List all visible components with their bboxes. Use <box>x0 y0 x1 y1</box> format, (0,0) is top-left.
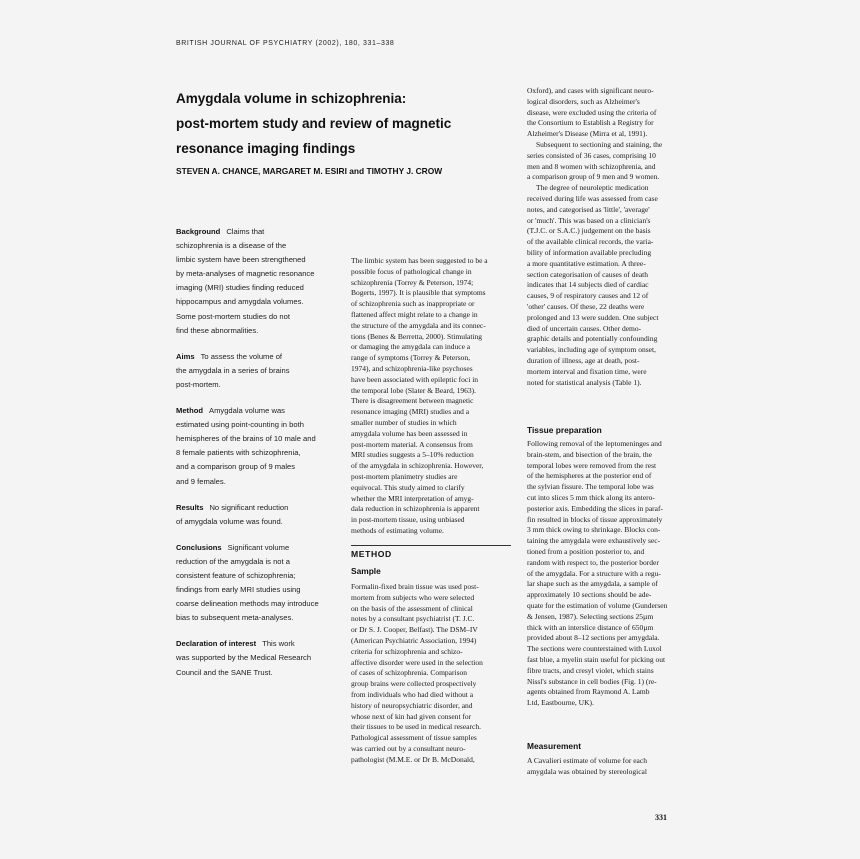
body-line: whether the MRI interpretation of amyg- <box>351 493 474 503</box>
abstract-aims <box>176 350 336 392</box>
body-line: died of uncertain causes. Other demo- <box>527 323 642 333</box>
abstract-line: and 9 females. <box>176 476 226 486</box>
abstract-line: find these abnormalities. <box>176 325 259 335</box>
body-line: equivocal. This study aimed to clarify <box>351 482 465 492</box>
method-heading: METHOD <box>351 549 392 559</box>
abstract-line: the amygdala in a series of brains <box>176 365 290 375</box>
body-line: A Cavalieri estimate of volume for each <box>527 756 647 765</box>
abstract-line: Some post-mortem studies do not <box>176 311 290 321</box>
body-line: was carried out by a consultant neuro- <box>351 743 466 753</box>
body-line: received during life was assessed from case <box>527 193 658 203</box>
abstract-heading: Declaration of interest <box>176 639 257 649</box>
body-line: smaller number of studies in which <box>351 417 457 427</box>
body-line: of cases of schizophrenia. Comparison <box>351 668 468 678</box>
body-line: & Jensen, 1987). Selecting sections 25µm <box>527 611 654 621</box>
article-title <box>176 86 506 161</box>
body-line: noted for statistical analysis (Table 1). <box>527 377 642 387</box>
body-line: the temporal lobe (Slater & Beard, 1963). <box>351 385 476 395</box>
body-line: flattened affect might relate to a change in <box>351 309 478 319</box>
abstract-conclusions <box>176 541 336 626</box>
body-line: Pathological assessment of tissue samples <box>351 733 477 743</box>
right-column-text <box>527 86 691 388</box>
abstract-line: of amygdala volume was found. <box>176 516 283 526</box>
body-line: 3 mm thick owing to shrinkage. Blocks con- <box>527 525 661 535</box>
body-line: causes, 9 of respiratory causes and 12 of <box>527 291 649 301</box>
body-line: the Consortium to Establish a Registry for <box>527 118 654 128</box>
body-line: resonance imaging (MRI) studies and a <box>351 407 470 417</box>
body-line: indicates that 14 subjects died of cardiac <box>527 280 649 290</box>
body-line: Formalin-fixed brain tissue was used post- <box>351 582 479 591</box>
body-line: 1974), and schizophrenia-like psychoses <box>351 363 473 373</box>
title-line: Amygdala volume in schizophrenia: <box>176 91 407 106</box>
body-line: The degree of neuroleptic medication <box>536 183 649 193</box>
body-line: post-mortem material. A consensus from <box>351 439 473 449</box>
body-line: disease, were excluded using the criteria of <box>527 107 657 117</box>
abstract-line: schizophrenia is a disease of the <box>176 241 287 251</box>
abstract-line: post-mortem. <box>176 379 221 389</box>
abstract-line: This work <box>262 639 295 649</box>
abstract-line: bias to subsequent meta-analyses. <box>176 613 294 623</box>
abstract-heading: Conclusions <box>176 542 222 552</box>
body-line: post-mortem planimetry studies are <box>351 471 458 481</box>
tissue-preparation-text <box>527 439 691 709</box>
body-line: possible focus of pathological change in <box>351 266 472 276</box>
abstract-line: hippocampus and amygdala volumes. <box>176 297 304 307</box>
body-line: Subsequent to sectioning and staining, the <box>536 139 663 149</box>
body-line: graphic details and potentially confounding <box>527 334 658 344</box>
body-line: of the hemispheres at the posterior end of <box>527 471 652 481</box>
abstract-line: estimated using point-counting in both <box>176 420 304 430</box>
section-rule <box>351 545 511 546</box>
body-line: range of symptoms (Torrey & Peterson, <box>351 353 471 363</box>
body-line: a more quantitative estimation. A three- <box>527 258 646 268</box>
abstract-line: limbic system have been strengthened <box>176 255 306 265</box>
body-line: Nissl's substance in cell bodies (Fig. 1) (re- <box>527 676 657 686</box>
body-line: duration of illness, age at death, post- <box>527 355 640 365</box>
body-line: tions (Benes & Berretta, 2000). Stimulating <box>351 331 483 341</box>
body-line: temporal lobes were removed from the rest <box>527 460 657 470</box>
body-line: or 'much'. This was based on a clinician's <box>527 215 651 225</box>
body-line: mortem interval and fixation time, were <box>527 366 647 376</box>
body-line: of the available clinical records, the varia- <box>527 237 654 247</box>
abstract-heading: Results <box>176 502 204 512</box>
body-line: 'other' causes. Of these, 22 deaths were <box>527 301 645 311</box>
body-line: pathologist (M.M.E. or Dr B. McDonald, <box>351 754 475 764</box>
body-line: Oxford), and cases with significant neuro- <box>527 86 654 95</box>
body-line: criteria for schizophrenia and schizo- <box>351 646 463 656</box>
title-line: resonance imaging findings <box>176 141 356 156</box>
body-line: or damaging the amygdala can induce a <box>351 342 471 352</box>
journal-header: BRITISH JOURNAL OF PSYCHIATRY (2002), 180, 331–338 <box>176 40 395 47</box>
body-line: The sections were counterstained with Luxol <box>527 644 662 654</box>
body-line: provided about 8–12 sections per amygdala. <box>527 633 660 643</box>
abstract-line: 8 female patients with schizophrenia, <box>176 448 301 458</box>
body-line: notes, and categorised as 'little', 'average' <box>527 204 650 214</box>
body-line: The limbic system has been suggested to be a <box>351 256 488 265</box>
body-line: lar shape such as the amygdala, a sample of <box>527 579 658 589</box>
body-line: in post-mortem tissue, using unbiased <box>351 515 465 525</box>
title-line: post-mortem study and review of magnetic <box>176 116 452 131</box>
body-line: taining the amygdala were exhaustively sec- <box>527 536 661 546</box>
body-line: fibre tracts, and cresyl violet, which stains <box>527 665 654 675</box>
abstract-heading: Method <box>176 406 203 416</box>
abstract-heading: Background <box>176 227 221 236</box>
body-line: the structure of the amygdala and its connec- <box>351 320 486 330</box>
abstract-line: consistent feature of schizophrenia; <box>176 570 296 580</box>
body-line: tioned from a position posterior to, and <box>527 546 645 556</box>
body-line: posterior axis. Embedding the slices in paraf- <box>527 503 664 513</box>
body-line: dala reduction in schizophrenia is apparent <box>351 504 480 514</box>
body-line: variables, including age of symptom onset, <box>527 345 656 355</box>
sample-text <box>351 582 515 766</box>
body-line: notes by a consultant psychiatrist (T. J.C. <box>351 614 475 624</box>
body-line: history of neuropsychiatric disorder, and <box>351 700 473 710</box>
body-line: quate for the estimation of volume (Gundersen <box>527 600 668 610</box>
body-line: amygdala volume has been assessed in <box>351 428 468 438</box>
body-line: cut into slices 5 mm thick along its antero- <box>527 492 655 502</box>
body-line: Ltd, Eastbourne, UK). <box>527 698 594 708</box>
body-line: the sylvian fissure. The temporal lobe was <box>527 482 654 492</box>
body-line: affective disorder were used in the selection <box>351 657 483 667</box>
measurement-text <box>527 756 691 778</box>
abstract-line: Significant volume <box>227 542 290 552</box>
body-line: bility of information available precluding <box>527 247 652 257</box>
body-line: methods of estimating volume. <box>351 525 444 535</box>
abstract-line: Council and the SANE Trust. <box>176 667 273 677</box>
body-line: have been associated with epileptic foci in <box>351 374 479 384</box>
body-line: MRI studies suggests a 5–10% reduction <box>351 450 474 460</box>
body-line: whose next of kin had given consent for <box>351 711 472 721</box>
tissue-preparation-heading: Tissue preparation <box>527 425 602 435</box>
abstract-method <box>176 404 336 489</box>
body-line: their tissues to be used in medical research. <box>351 722 481 732</box>
abstract-line: reduction of the amygdala is not a <box>176 556 290 566</box>
body-line: amygdala was obtained by stereological <box>527 766 647 776</box>
abstract-line: by meta-analyses of magnetic resonance <box>176 269 315 279</box>
body-line: fin resulted in blocks of tissue approximately <box>527 514 663 524</box>
body-line: (American Psychiatric Association, 1994) <box>351 635 477 645</box>
body-line: men and 8 women with schizophrenia, and <box>527 161 656 171</box>
body-line: or Dr S. J. Cooper, Belfast). The DSM–IV <box>351 625 478 635</box>
body-line: logical disorders, such as Alzheimer's <box>527 96 640 106</box>
abstract-line: imaging (MRI) studies finding reduced <box>176 283 304 293</box>
body-line: from individuals who had died without a <box>351 689 474 699</box>
body-line: Following removal of the leptomeninges and <box>527 439 662 448</box>
introduction <box>351 256 515 537</box>
abstract-line: findings from early MRI studies using <box>176 585 301 595</box>
body-line: random with respect to, the posterior border <box>527 557 659 567</box>
abstract-heading: Aims <box>176 351 195 361</box>
body-line: group brains were collected prospectively <box>351 679 477 689</box>
body-line: agents obtained from Raymond A. Lamb <box>527 687 650 697</box>
abstract-declaration <box>176 637 336 679</box>
author-list: STEVEN A. CHANCE, MARGARET M. ESIRI and TIMOTHY J. CROW <box>176 166 443 176</box>
abstract-line: and a comparison group of 9 males <box>176 462 296 472</box>
body-line: section categorisation of causes of death <box>527 269 648 279</box>
body-line: Alzheimer's Disease (Mirra et al, 1991). <box>527 129 648 139</box>
body-line: fast blue, a myelin stain useful for picking out <box>527 654 666 664</box>
body-line: of schizophrenia such as inappropriate or <box>351 299 475 309</box>
body-line: prolonged and 13 were sudden. One subject <box>527 312 659 322</box>
abstract-line: To assess the volume of <box>200 351 283 361</box>
measurement-heading: Measurement <box>527 741 581 751</box>
body-line: series consisted of 36 cases, comprising 10 <box>527 150 656 160</box>
body-line: a comparison group of 9 men and 9 women. <box>527 172 660 182</box>
body-line: approximately 10 sections should be ade- <box>527 590 652 600</box>
body-line: Bogerts, 1997). It is plausible that symptoms <box>351 288 486 298</box>
body-line: of the amygdala. For a structure with a regu- <box>527 568 661 578</box>
abstract-line: was supported by the Medical Research <box>176 653 312 663</box>
abstract-line: Amygdala volume was <box>209 406 285 416</box>
abstract-line: coarse delineation methods may introduce <box>176 599 319 609</box>
body-line: brain-stem, and bisection of the brain, the <box>527 449 652 459</box>
body-line: on the basis of the assessment of clinical <box>351 603 473 613</box>
body-line: mortem from subjects who were selected <box>351 592 475 602</box>
body-line: of the amygdala in schizophrenia. However, <box>351 461 484 471</box>
body-line: (T.J.C. or S.A.C.) judgement on the basis <box>527 226 651 236</box>
abstract <box>176 225 336 692</box>
abstract-results <box>176 501 336 529</box>
abstract-line: hemispheres of the brains of 10 male and <box>176 434 316 444</box>
body-line: There is disagreement between magnetic <box>351 396 474 406</box>
body-line: schizophrenia (Torrey & Peterson, 1974; <box>351 277 474 287</box>
page-number: 331 <box>655 813 667 822</box>
sample-heading: Sample <box>351 566 381 576</box>
abstract-line: No significant reduction <box>209 502 289 512</box>
abstract-background <box>176 225 336 338</box>
body-line: thick with an interslice distance of 650µm <box>527 622 654 632</box>
abstract-line: Claims that <box>226 227 265 236</box>
